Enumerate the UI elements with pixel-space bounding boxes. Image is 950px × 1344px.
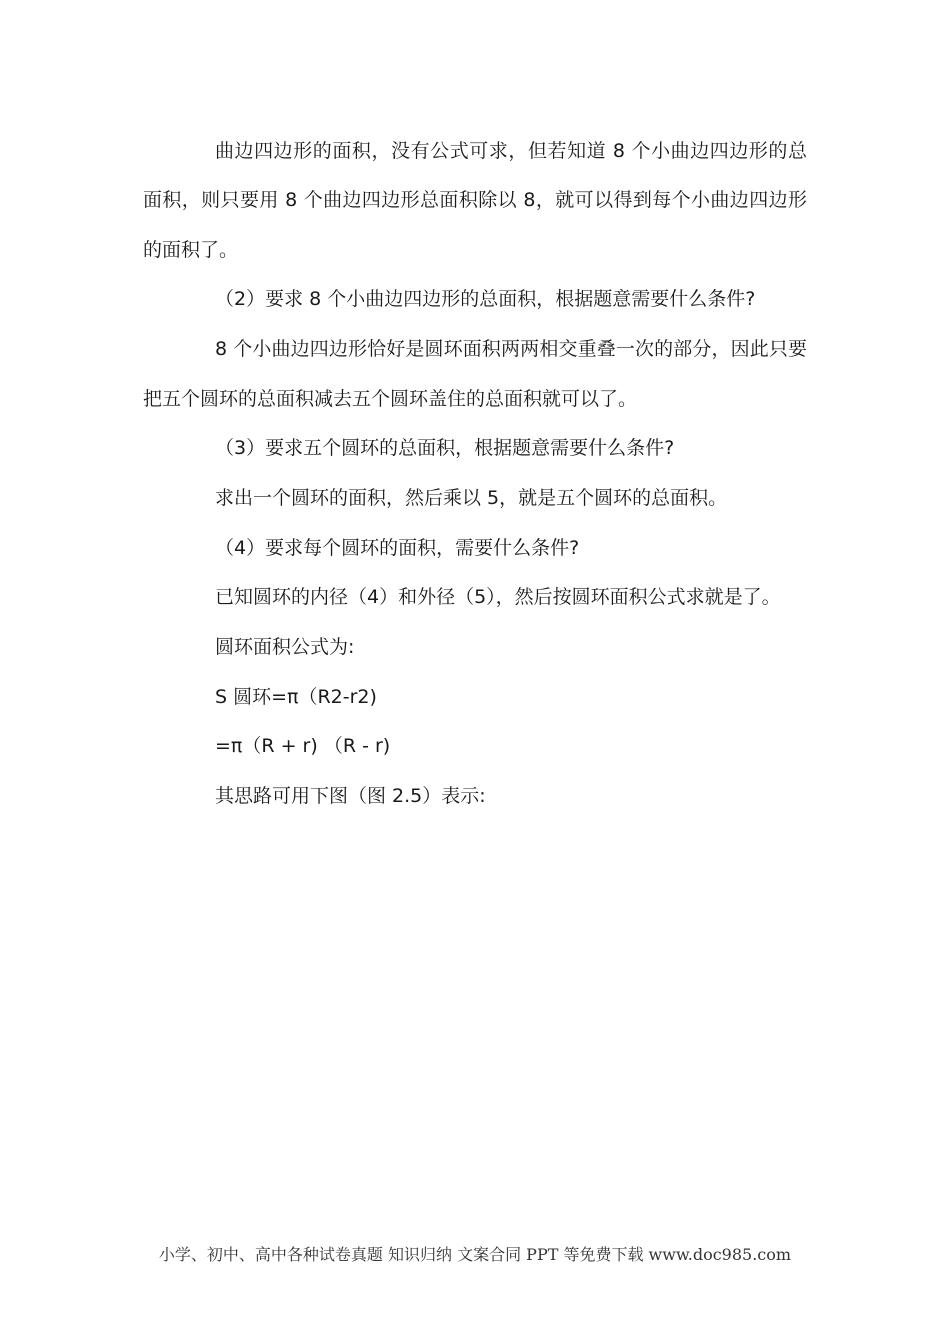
answer-3: 求出一个圆环的面积，然后乘以 5，就是五个圆环的总面积。 (215, 487, 728, 509)
formula-line-1: S 圆环=π（R2-r2) (215, 686, 377, 708)
paragraph-line-3: 的面积了。 (143, 239, 239, 261)
question-4: （4）要求每个圆环的面积，需要什么条件? (215, 537, 580, 559)
paragraph-line-1: 曲边四边形的面积，没有公式可求，但若知道 8 个小曲边四边形的总 (215, 140, 807, 162)
question-3: （3）要求五个圆环的总面积，根据题意需要什么条件? (215, 437, 675, 459)
figure-reference: 其思路可用下图（图 2.5）表示: (215, 785, 486, 807)
paragraph-line-2: 面积，则只要用 8 个曲边四边形总面积除以 8，就可以得到每个小曲边四边形 (143, 189, 807, 211)
formula-intro: 圆环面积公式为: (215, 636, 355, 658)
answer-4: 已知圆环的内径（4）和外径（5），然后按圆环面积公式求就是了。 (215, 586, 781, 608)
question-2: （2）要求 8 个小曲边四边形的总面积，根据题意需要什么条件? (215, 288, 756, 310)
paragraph-line-4: 8 个小曲边四边形恰好是圆环面积两两相交重叠一次的部分，因此只要 (215, 338, 807, 360)
page-footer: 小学、初中、高中各种试卷真题 知识归纳 文案合同 PPT 等免费下载 www.doc985.com (158, 1245, 792, 1264)
formula-line-2: =π（R + r) （R - r) (215, 735, 391, 757)
paragraph-line-5: 把五个圆环的总面积减去五个圆环盖住的总面积就可以了。 (143, 388, 638, 410)
